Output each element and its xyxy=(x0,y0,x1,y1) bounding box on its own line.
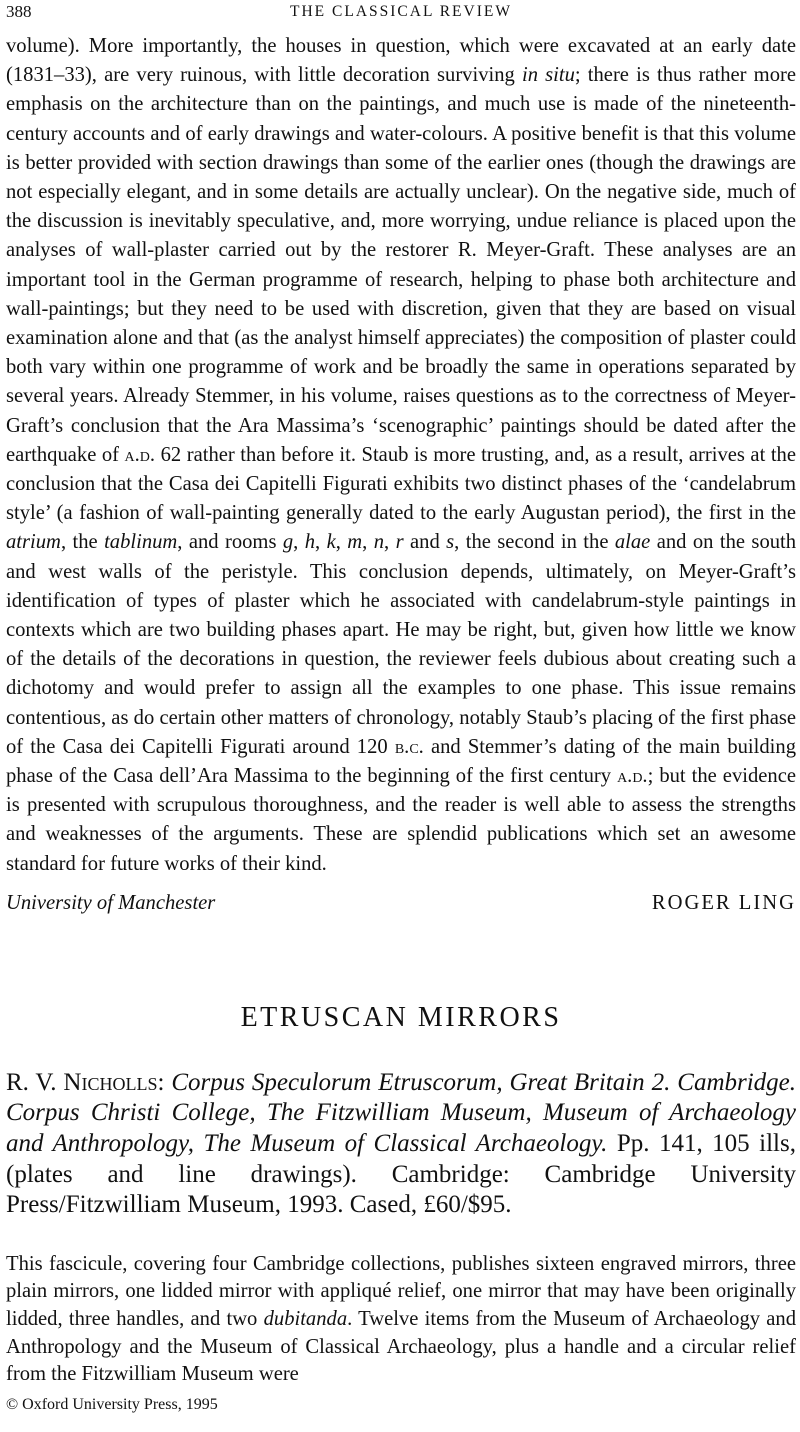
text-run: and xyxy=(403,531,447,554)
italic-term: r xyxy=(395,531,404,554)
reviewer-affiliation: University of Manchester xyxy=(6,891,216,914)
italic-term: k xyxy=(326,531,336,554)
italic-term: g xyxy=(282,531,294,554)
text-run: , the xyxy=(60,531,105,554)
text-run: , xyxy=(315,531,327,554)
text-run: and Stemmer’s dating of the main building phase of the Casa dell’Ara Massima to the beginning of the first century xyxy=(6,735,796,788)
section-heading: ETRUSCAN MIRRORS xyxy=(240,1001,562,1033)
text-run: , the second in the xyxy=(454,531,615,554)
italic-term: tablinum xyxy=(104,531,178,554)
italic-term: s xyxy=(446,531,455,554)
text-run: volume). More importantly, the houses in question, which were excavated at an early date (1831–33), are very ruinous, with little decoration surviving xyxy=(6,35,796,87)
text-run: ; but the evidence is presented with scrupulous thoroughness, and the reader is well able to assess the strengths and weaknesses of the arguments. These are splendid publications which set an awesome standard for future works of their kind. xyxy=(6,765,796,875)
journal-page xyxy=(6,0,796,1389)
review-signature xyxy=(6,892,796,932)
journal-title: THE CLASSICAL REVIEW xyxy=(290,3,512,20)
italic-term: atrium xyxy=(6,531,61,554)
running-head xyxy=(6,0,796,26)
era-abbreviation: a.d. xyxy=(617,765,648,788)
review-paragraph xyxy=(6,1251,796,1389)
italic-term: m xyxy=(347,531,363,554)
copyright-notice: © Oxford University Press, 1995 xyxy=(6,1396,218,1413)
page-number: 388 xyxy=(6,2,32,21)
book-citation xyxy=(6,1068,796,1221)
italic-term: dubitanda xyxy=(263,1308,348,1331)
text-run: , xyxy=(362,531,374,554)
text-run: . Twelve items from the Museum of Archaeology and Anthropology and the Museum of Classical Archaeology, plus a handle and a circular relief from the Fitzwilliam Museum were xyxy=(6,1308,797,1386)
review-paragraph xyxy=(6,32,796,879)
text-run: This fascicule, covering four Cambridge collections, publishes sixteen engraved mirrors, three plain mirrors, one lidded mirror with appliqué relief, one mirror that may have been originally lidded, three handles, and two xyxy=(6,1252,796,1331)
book-details: Pp. 141, 105 ills, (plates and line drawings). Cambridge: Cambridge University Press/Fitzwilliam Museum, 1993. Cased, £60/$95. xyxy=(6,1130,796,1219)
italic-term: alae xyxy=(614,531,651,554)
book-title: Corpus Speculorum Etruscorum, Great Britain 2. Cambridge. Corpus Christi College, The Fitzwilliam Museum, Museum of Archaeology and Anthropology, The Museum of Classical Archaeology. xyxy=(6,1068,797,1158)
text-run: , xyxy=(335,531,348,554)
italic-term: in situ xyxy=(521,64,575,87)
italic-term: h xyxy=(304,531,316,554)
text-run: , and rooms xyxy=(177,531,283,554)
reviewer-name: ROGER LING xyxy=(651,891,796,914)
era-abbreviation: b.c. xyxy=(394,735,424,758)
era-abbreviation: a.d. xyxy=(124,443,156,466)
book-author: R. V. Nicholls: xyxy=(6,1068,165,1096)
text-run: , xyxy=(293,531,305,554)
italic-term: n xyxy=(373,531,385,554)
text-run: and on the south and west walls of the peristyle. This conclusion depends, ultimately, on Meyer-Graft’s identification of types of plaster which he associated with candelabrum-style paintings in contexts which are two building phases apart. He may be right, but, given how little we know of the details of the decorations in question, the reviewer feels dubious about creating such a dichotomy and would prefer to assign all the examples to one phase. This issue remains contentious, as do certain other matters of chronology, notably Staub’s placing of the first phase of the Casa dei Capitelli Figurati around 120 xyxy=(6,531,797,758)
text-run: ; there is thus rather more emphasis on the architecture than on the paintings, and much use is made of the nineteenth-century accounts and of early drawings and water-colours. A positive benefit is that this volume is better provided with section drawings than some of the earlier ones (though the drawings are not especially elegant, and in some details are actually unclear). On the negative side, much of the discussion is inevitably speculative, and, more worrying, undue reliance is placed upon the analyses of wall-plaster carried out by the restorer R. Meyer-Graft. These analyses are an important tool in the German programme of research, helping to phase both architecture and wall-paintings; but they need to be used with discretion, given that they are based on visual examination alone and that (as the analyst himself appreciates) the composition of plaster could both vary within one programme of work and be broadly the same in operations separated by several years. Already Stemmer, in his volume, raises questions as to the correctness of Meyer-Graft’s conclusion that the Ara Massima’s ‘scenographic’ paintings should be dated after the earthquake of xyxy=(6,64,796,466)
text-run: 62 rather than before it. Staub is more trusting, and, as a result, arrives at the conclusion that the Casa dei Capitelli Figurati exhibits two distinct phases of the ‘candelabrum style’ (a fashion of wall-painting generally dated to the early Augustan period), the first in the xyxy=(6,443,796,525)
text-run: , xyxy=(384,531,396,554)
